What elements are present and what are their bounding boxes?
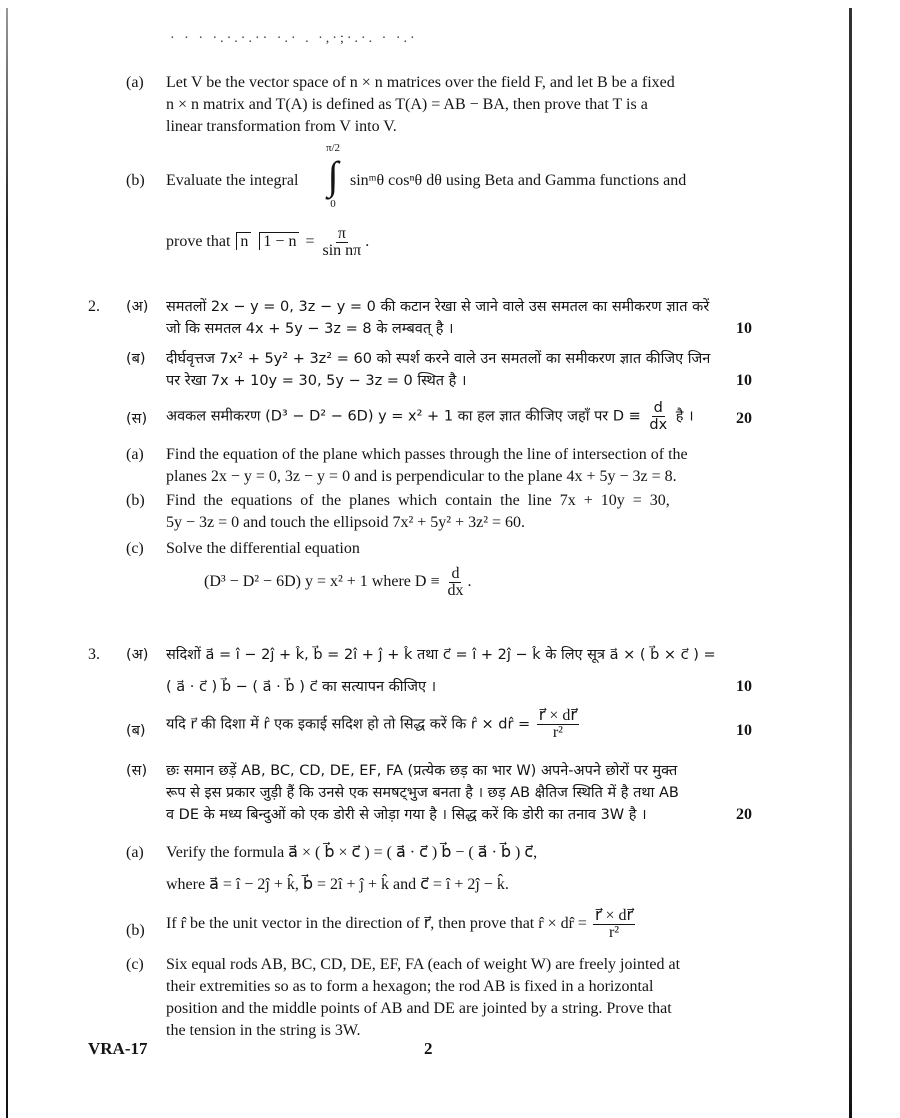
page-number: 2 [424, 1039, 433, 1058]
text: prove that [166, 233, 231, 251]
text-line: Verify the formula a⃗ × ( b⃗ × c⃗ ) = ( a⃗ · c⃗ ) b⃗ − ( a⃗ · b⃗ ) c⃗, [166, 844, 538, 861]
marks: 20 [736, 806, 752, 823]
text-line: व DE के मध्य बिन्दुओं को एक डोरी से जोड़ा गया है । सिद्ध करें कि डोरी का तनाव 3W है । [166, 807, 647, 823]
fraction [445, 566, 465, 599]
gamma-n: n [236, 232, 251, 250]
part-label: (अ) [126, 647, 149, 663]
scan-left-edge [6, 8, 8, 1118]
part-label: (ब) [126, 351, 146, 367]
text: If r̂ be the unit vector in the direction of r⃗, then prove that r̂ × dr̂ = [166, 915, 587, 933]
question-number: 2. [88, 298, 100, 315]
denominator: sin nπ [322, 242, 362, 259]
text-line: Six equal rods AB, BC, CD, DE, EF, FA (each of weight W) are freely jointed at [166, 956, 681, 973]
text-line: सदिशों a⃗ = î − 2ĵ + k̂, b⃗ = 2î + ĵ + k̂ तथा c⃗ = î + 2ĵ − k̂ के लिए सूत्र a⃗ × ( b⃗ × c⃗ ) = [166, 647, 716, 663]
part-label: (a) [126, 844, 144, 861]
part-label: (अ) [126, 299, 149, 315]
fraction [647, 400, 669, 433]
text: है । [675, 408, 694, 425]
fraction [593, 908, 635, 941]
upper-limit: π/2 [325, 142, 341, 154]
part-label: (a) [126, 446, 144, 463]
marks: 10 [736, 372, 752, 389]
text: . [467, 573, 472, 591]
part-label: (b) [126, 172, 145, 189]
text-line: the tension in the string is 3W. [166, 1022, 361, 1039]
text-line: समतलों 2x − y = 0, 3z − y = 0 की कटान रेखा से जाने वाले उस समतल का समीकरण ज्ञात करें [166, 299, 710, 315]
denominator: r² [552, 724, 563, 741]
text-line: linear transformation from V into V. [166, 118, 397, 135]
integral-symbol [318, 142, 348, 210]
text-line: 5y − 3z = 0 and touch the ellipsoid 7x² + 5y² + 3z² = 60. [166, 514, 526, 531]
scan-noise: · · · ·.·.·.·· ·.· . ·,·;·.·. · ·.· [170, 31, 418, 46]
marks: 10 [736, 320, 752, 337]
text-line: Find the equations of the planes which contain the line 7x + 10y = 30, [166, 492, 670, 509]
part-label: (b) [126, 492, 145, 509]
text-line: Evaluate the integral [166, 172, 299, 189]
text: अवकल समीकरण (D³ − D² − 6D) y = x² + 1 का हल ज्ञात कीजिए जहाँ पर D ≡ [166, 408, 641, 425]
question-number: 3. [88, 646, 100, 663]
gamma-identity: prove that n 1 − n = $\frac{\pi}{\text{sin nπ}}$ . [166, 225, 370, 259]
text-line: sinᵐθ cosⁿθ dθ using Beta and Gamma functions and [350, 172, 687, 189]
marks: 20 [736, 410, 752, 427]
text-line [166, 908, 637, 941]
integral-sign: ∫ [327, 153, 339, 198]
text-line: छः समान छड़ें AB, BC, CD, DE, EF, FA (प्रत्येक छड़ का भार W) अपने-अपने छोरों पर मुक्त [166, 763, 678, 779]
text-line: their extremities so as to form a hexagon; the rod AB is fixed in a horizontal [166, 978, 654, 995]
scan-right-edge [849, 8, 852, 1118]
denominator: dx [649, 417, 668, 433]
numerator: d [653, 400, 663, 416]
text-line [166, 708, 581, 741]
marks: 10 [736, 678, 752, 695]
text-line [166, 400, 694, 433]
part-label: (c) [126, 956, 144, 973]
denominator: dx [447, 582, 464, 599]
lower-limit: 0 [330, 198, 336, 210]
text-line: पर रेखा 7x + 10y = 30, 5y − 3z = 0 स्थित है । [166, 373, 467, 389]
part-label: (c) [126, 540, 144, 557]
paper-code: VRA-17 [88, 1039, 148, 1058]
numerator: r⃗ × dr⃗ [594, 907, 634, 924]
text-line: ( a⃗ · c⃗ ) b⃗ − ( a⃗ · b⃗ ) c⃗ का सत्यापन कीजिए । [166, 679, 437, 695]
part-label: (b) [126, 922, 145, 939]
gamma-1-minus-n: 1 − n [259, 232, 299, 250]
part-label: (ब) [126, 723, 146, 739]
equals: = [305, 233, 315, 251]
denominator: r² [608, 924, 620, 941]
part-label: (स) [126, 411, 148, 427]
text-line: दीर्घवृत्तज 7x² + 5y² + 3z² = 60 को स्पर्श करने वाले उन समतलों का समीकरण ज्ञात कीजिए जिन [166, 351, 711, 367]
text: यदि r⃗ की दिशा में r̂ एक इकाई सदिश हो तो सिद्ध करें कि r̂ × dr̂ = [166, 716, 531, 733]
numerator: r⃗ × dr⃗ [538, 707, 577, 724]
fraction [320, 226, 363, 259]
text-line: where a⃗ = î − 2ĵ + k̂, b⃗ = 2î + ĵ + k̂ and c⃗ = î + 2ĵ − k̂. [166, 876, 509, 893]
part-label: (a) [126, 74, 144, 91]
text: (D³ − D² − 6D) y = x² + 1 where D ≡ [204, 573, 440, 591]
text-line: planes 2x − y = 0, 3z − y = 0 and is perpendicular to the plane 4x + 5y − 3z = 8. [166, 468, 677, 485]
numerator: π [337, 225, 346, 242]
text-line: रूप से इस प्रकार जुड़ी हैं कि उनसे एक समषट्भुज बनता है । छड़ AB क्षैतिज स्थिति में है तथा AB [166, 785, 679, 801]
text-line: Solve the differential equation [166, 540, 360, 557]
fraction [537, 708, 579, 741]
marks: 10 [736, 722, 752, 739]
numerator: d [451, 565, 460, 582]
text-line: Let V be the vector space of n × n matrices over the field F, and let B be a fixed [166, 74, 675, 91]
text-line: position and the middle points of AB and DE are jointed by a string. Prove that [166, 1000, 672, 1017]
part-label: (स) [126, 763, 148, 779]
text-line: Find the equation of the plane which passes through the line of intersection of the [166, 446, 688, 463]
text-line: जो कि समतल 4x + 5y − 3z = 8 के लम्बवत् है । [166, 321, 454, 337]
text-line: n × n matrix and T(A) is defined as T(A) = AB − BA, then prove that T is a [166, 96, 648, 113]
equation [204, 566, 471, 599]
